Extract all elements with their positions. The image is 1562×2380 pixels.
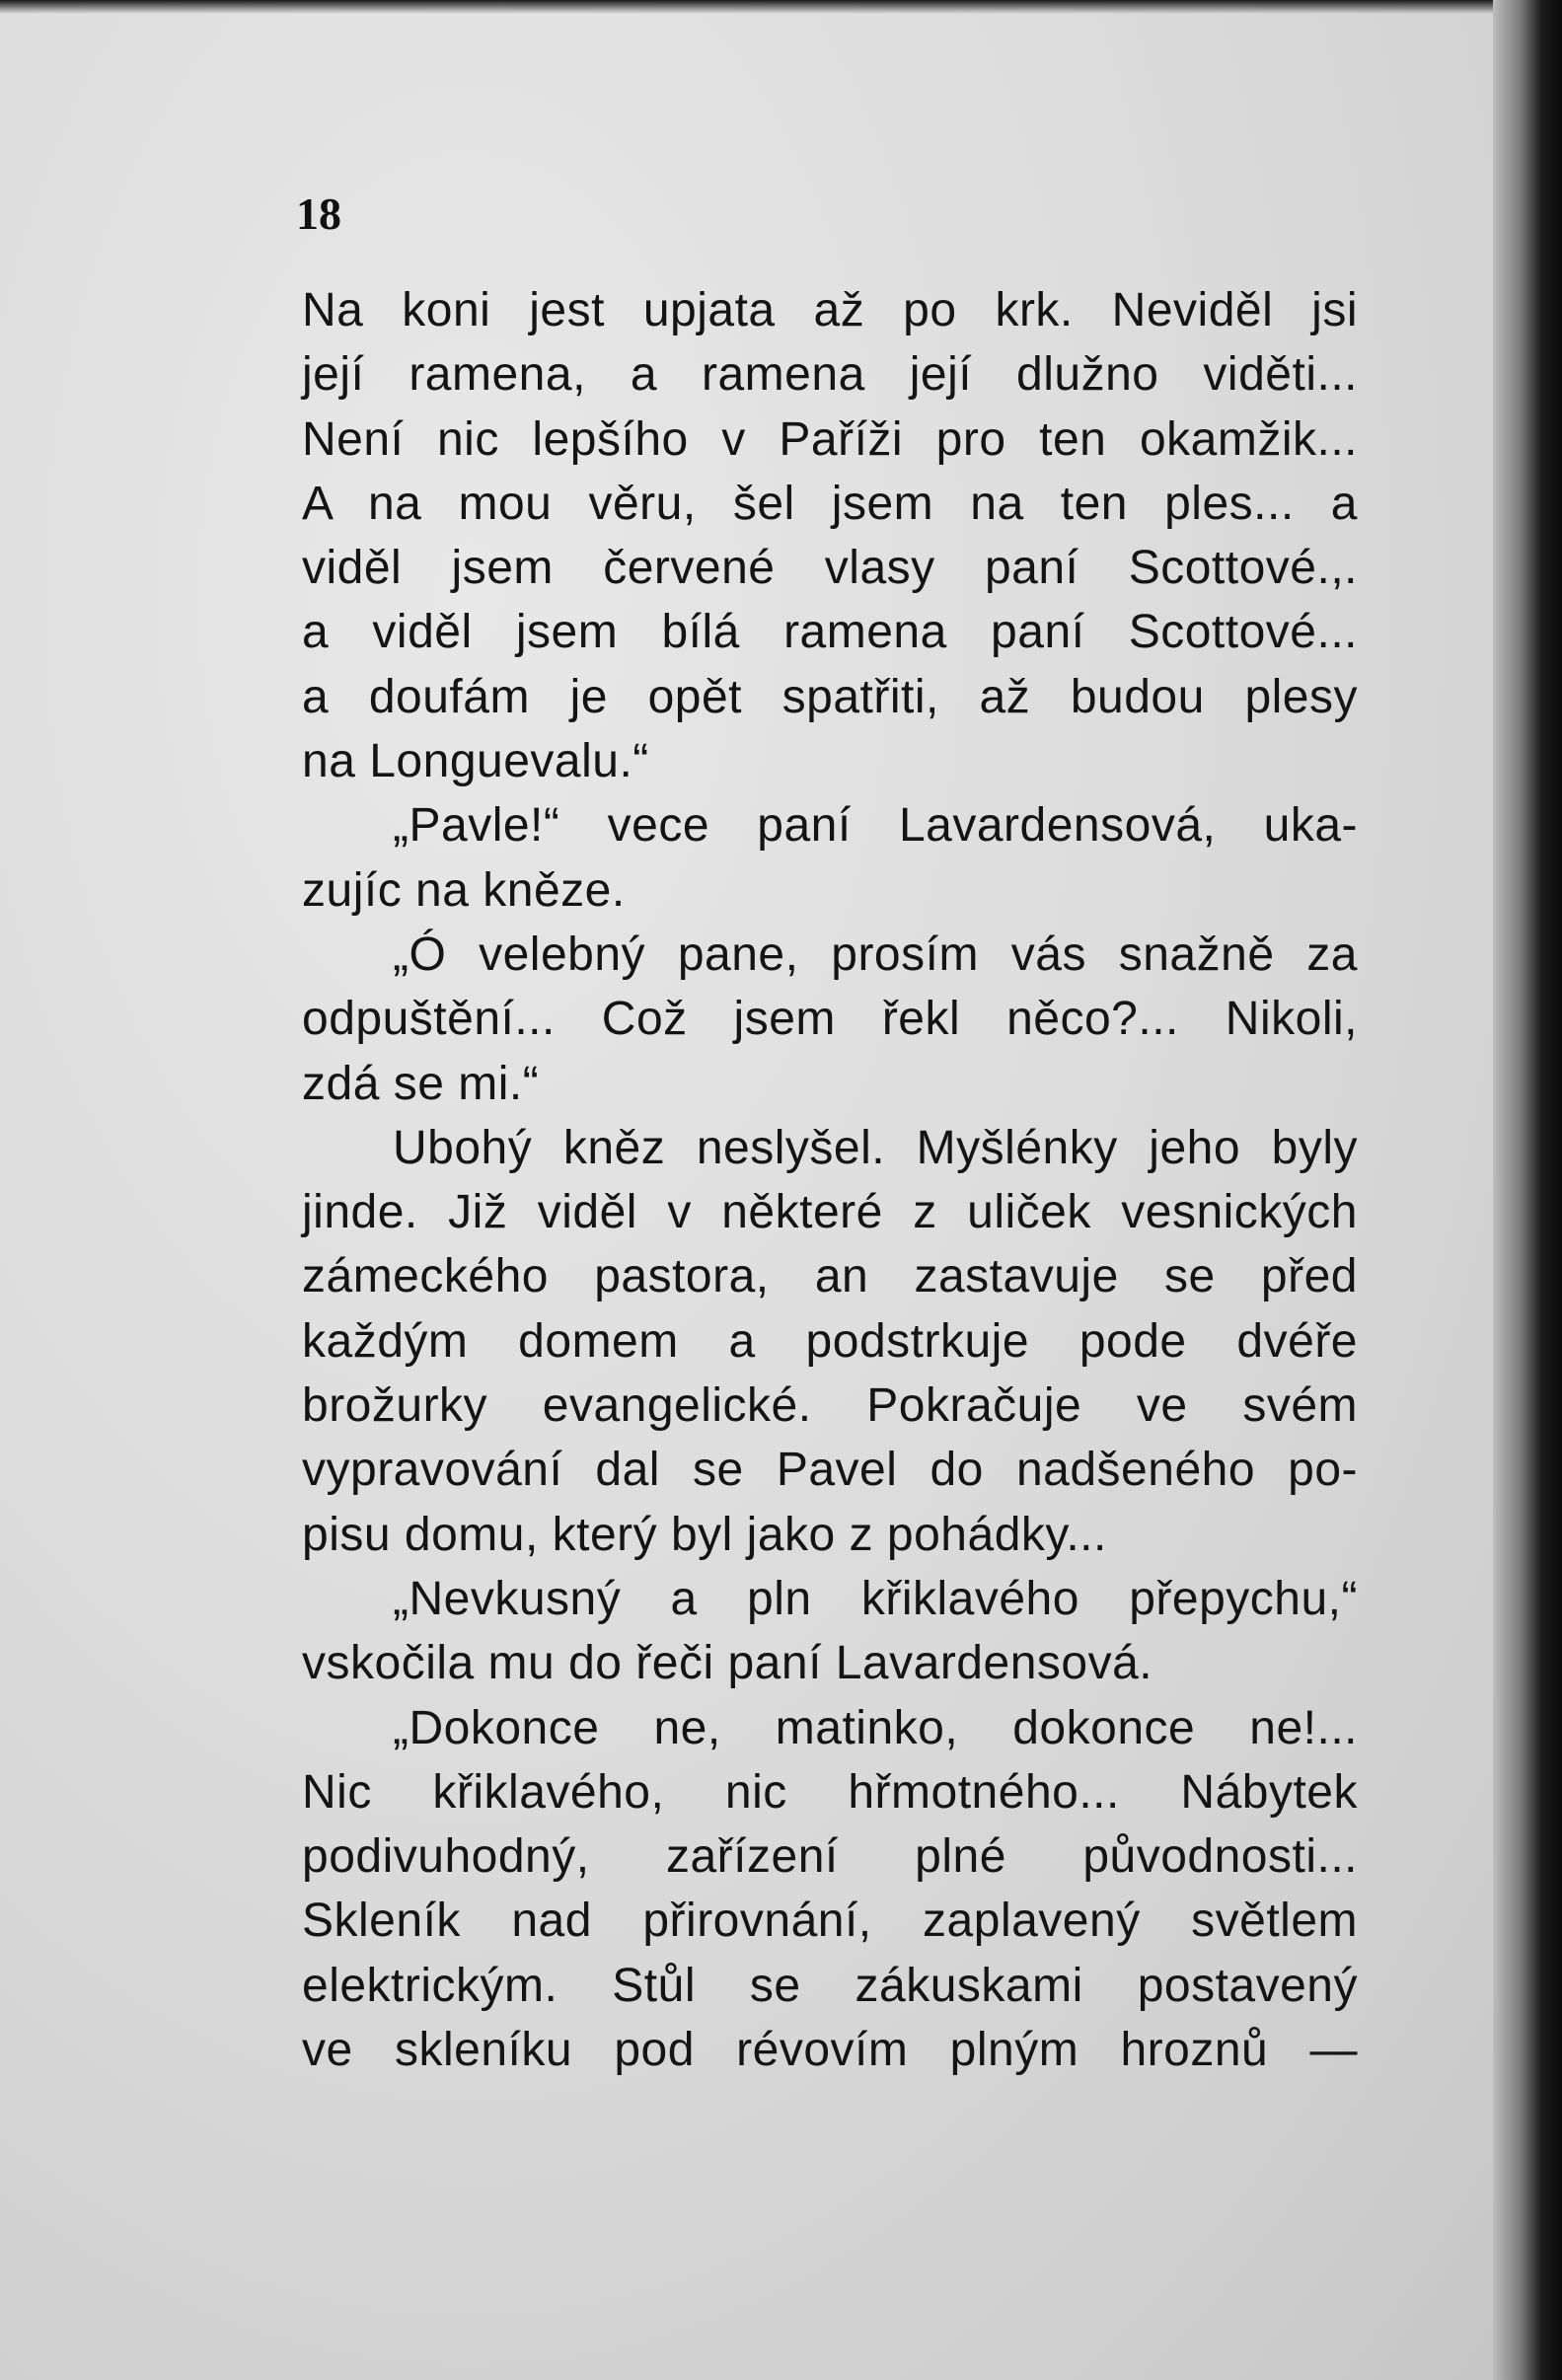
text-line: Skleník nad přirovnání, zaplavený světlem — [302, 1895, 1358, 1948]
text-line: Není nic lepšího v Paříži pro ten okamžik... — [302, 412, 1358, 466]
text-line: odpuštění... Což jsem řekl něco?... Nikoli, — [302, 993, 1358, 1046]
text-line: Na koni jest upjata až po krk. Neviděl jsi — [302, 284, 1358, 336]
text-line: zujíc na kněze. — [302, 863, 626, 917]
page-number: 18 — [296, 188, 341, 239]
text-line: pisu domu, který byl jako z pohádky... — [302, 1508, 1107, 1561]
text-line: elektrickým. Stůl se zákuskami postavený — [302, 1959, 1358, 2012]
text-line: na Longuevalu.“ — [302, 735, 649, 788]
text-line: její ramena, a ramena její dlužno viděti... — [302, 348, 1358, 402]
text-line: zámeckého pastora, an zastavuje se před — [302, 1250, 1358, 1303]
text-line: „Dokonce ne, matinko, dokonce ne!... — [393, 1701, 1358, 1754]
scan-binding-edge — [1493, 0, 1562, 2380]
body-text — [302, 278, 1358, 2082]
text-line: brožurky evangelické. Pokračuje ve svém — [302, 1379, 1358, 1433]
text-line: A na mou věru, šel jsem na ten ples... a — [302, 477, 1358, 530]
text-line: a viděl jsem bílá ramena paní Scottové... — [302, 606, 1358, 659]
text-line: „Ó velebný pane, prosím vás snažně za — [393, 928, 1358, 981]
text-line: vypravování dal se Pavel do nadšeného po- — [302, 1444, 1358, 1497]
text-line: „Pavle!“ vece paní Lavardensová, uka- — [393, 799, 1358, 853]
text-line: Nic křiklavého, nic hřmotného... Nábytek — [302, 1765, 1358, 1819]
text-line: podivuhodný, zařízení plné původnosti... — [302, 1830, 1358, 1884]
text-line: ve skleníku pod révovím plným hroznů — — [302, 2024, 1358, 2077]
text-line: vskočila mu do řeči paní Lavardensová. — [302, 1637, 1153, 1690]
text-line: zdá se mi.“ — [302, 1057, 540, 1110]
scan-top-shadow — [0, 0, 1562, 14]
text-line: Ubohý kněz neslyšel. Myšlénky jeho byly — [393, 1121, 1358, 1174]
text-line: viděl jsem červené vlasy paní Scottové.,. — [302, 542, 1358, 595]
text-line: „Nevkusný a pln křiklavého přepychu,“ — [393, 1572, 1358, 1625]
text-line: každým domem a podstrkuje pode dvéře — [302, 1314, 1358, 1368]
text-line: a doufám je opět spatřiti, až budou plesy — [302, 670, 1358, 723]
text-line: jinde. Již viděl v některé z uliček vesnických — [302, 1186, 1358, 1239]
